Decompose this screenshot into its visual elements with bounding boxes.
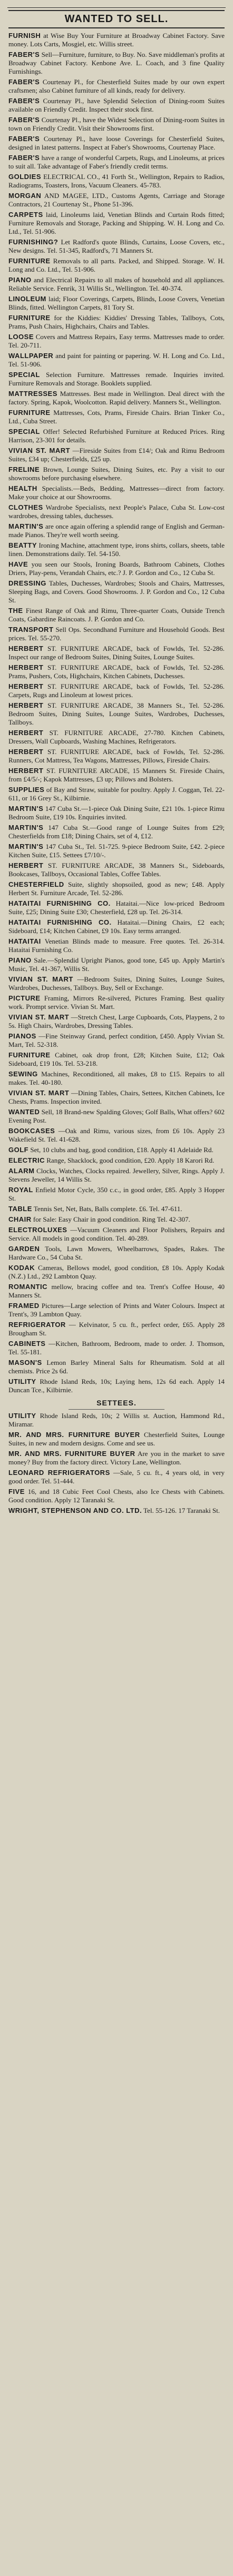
settee-ad-list (5, 1412, 228, 1515)
classified-ad (8, 560, 225, 577)
ad-body-text: ST. FURNITURE ARCADE, back of Fowlds, Tel. 52-286. Inspect our range of Bedroom Suites, Dining Suites, Lounge Suites. (8, 645, 225, 661)
classified-ad (8, 1070, 225, 1087)
ad-body-text: ST. FURNITURE ARCADE, back of Fowlds, Tel. 52-286. Carpets, Rugs and Linoleum at lowest prices. (8, 682, 225, 699)
ad-body-text: Hataitai.—Nice low-priced Bedroom Suite, £25; Dining Suite £30; Chesterfield, £28 up. Tel. 26-314. (8, 899, 225, 916)
classified-ad (8, 1264, 225, 1281)
ad-body-text: Rhode Island Reds, 10s; Laying hens, 12s 6d each. Apply 14 Duncan Tce., Kilbirnie. (8, 1378, 225, 1394)
classified-ad (8, 32, 225, 48)
ad-lead-word: MARTIN'S (8, 824, 44, 831)
ad-body-text: 16, and 18 Cubic Feet Cool Chests, also Ice Chests with Cabinets. Good condition. Apply 12 Taranaki St. (8, 1488, 225, 1504)
ad-lead-word: PICTURE (8, 994, 41, 1002)
ad-lead-word: MORGAN (8, 192, 42, 200)
ad-body-text: 147 Cuba St.—1-piece Oak Dining Suite, £21 10s. 1-piece Rimu Bedroom Suite, £19 10s. Enquiries invited. (8, 805, 225, 821)
ad-lead-word: HERBERT (8, 645, 44, 652)
classified-ad (8, 937, 225, 954)
ad-lead-word: MARTIN'S (8, 805, 44, 813)
ad-body-text: Finest Range of Oak and Rimu, Three-quarter Coats, Outside Trench Coats, Gabardine Raincoats. J. P. Gordon and Co. (8, 607, 225, 623)
ad-lead-word: FABER'S (8, 97, 40, 105)
ad-lead-word: HERBERT (8, 682, 44, 690)
ad-lead-word: TRANSPORT (8, 626, 54, 633)
ad-body-text: —Stretch Chest, Large Cupboards, Cots, Playpens, 2 to 5s. High Chairs, Wardrobes, Dressing Tables. (8, 1013, 225, 1029)
ad-body-text: Range, Shacklock, good condition, £20. Apply 18 Karori Rd. (46, 1156, 215, 1164)
ad-body-text: and Electrical Repairs to all makes of household and all appliances. Reliable Service. Fenrik, 31 Willis St., Wellington. Tel. 40-374. (8, 276, 225, 292)
ad-body-text: Cabinet, oak drop front, £28; Kitchen Suite, £12; Oak Sideboard, £19 10s. Tel. 53-218. (8, 1051, 225, 1067)
classified-ad (8, 1340, 225, 1356)
ad-body-text: Sale.—Splendid Upright Pianos, good tone, £45 up. Apply Martin's Music, Tel. 41-367, Willis St. (8, 956, 225, 973)
classified-ad (8, 1507, 225, 1515)
ad-lead-word: MARTIN'S (8, 843, 44, 850)
classified-ad (8, 994, 225, 1011)
classified-ad (8, 918, 225, 935)
ad-body-text: Sell, 18 Brand-new Spalding Gloves; Golf Balls, What offers? 602 Evening Post. (8, 1108, 225, 1124)
classified-ad (8, 192, 225, 209)
ad-lead-word: REFRIGERATOR (8, 1321, 66, 1329)
ad-body-text: Chesterfield Suites, Lounge Suites, in new and modern designs. Come and see us. (8, 1431, 225, 1447)
ad-body-text: Courtenay Pl., have loose Coverings for Chesterfield Suites, designed in latest patterns. Inspect at Faber's Showrooms, Courtenay Place. (8, 135, 225, 151)
classified-ad (8, 701, 225, 727)
ad-lead-word: HERBERT (8, 767, 44, 775)
ad-lead-word: GARDEN (8, 1245, 40, 1253)
ad-body-text: Hataitai.—Dining Chairs, £2 each; Sideboard, £14; Kitchen Cabinet, £9 10s. Easy terms arranged. (8, 918, 225, 935)
classified-ad (8, 503, 225, 520)
ad-lead-word: TABLE (8, 1205, 32, 1213)
classified-ad (8, 682, 225, 699)
ad-lead-word: SPECIAL (8, 428, 40, 435)
ad-body-text: Tel. 55-126. 17 Taranaki St. (143, 1507, 220, 1514)
classified-ad (8, 1108, 225, 1125)
ad-body-text: ST. FURNITURE ARCADE, 38 Manners St., Tel. 52-286. Bedroom Suites, Dining Suites, Lounge Suites, Wardrobes, Duchesses, Tallboys. (8, 701, 225, 726)
classified-ad (8, 116, 225, 133)
ad-lead-word: LINOLEUM (8, 295, 46, 303)
ad-lead-word: PIANO (8, 956, 32, 964)
classified-ad (8, 522, 225, 539)
ad-body-text: ELECTRICAL CO., 41 Forth St., Wellington, Repairs to Radios, Radiograms, Toasters, Irons, Vacuum Cleaners. 45-783. (8, 173, 225, 189)
classified-ad (8, 899, 225, 916)
ad-lead-word: PIANO (8, 276, 32, 284)
classified-ad (8, 729, 225, 746)
classified-ad (8, 78, 225, 95)
ad-body-text: AND MAGEE, LTD., Customs Agents, Carriage and Storage Contractors, 21 Courtenay St., Phone 51-396. (8, 192, 225, 208)
classified-ad (8, 211, 225, 236)
classified-ad (8, 465, 225, 482)
classified-ad (8, 805, 225, 821)
ad-lead-word: HERBERT (8, 748, 44, 756)
classified-ad (8, 352, 225, 369)
classified-ad (8, 1283, 225, 1300)
ad-body-text: —Vacuum Cleaners and Floor Polishers, Repairs and Service. All models in good condition. Tel. 40-289. (8, 1226, 225, 1242)
ad-body-text: Specialists.—Beds, Bedding, Mattresses—direct from factory. Make your choice at our Showrooms. (8, 484, 225, 501)
ad-lead-word: FIVE (8, 1488, 25, 1495)
classified-ad (8, 956, 225, 973)
classified-ad (8, 409, 225, 425)
ad-body-text: Clocks, Watches, Clocks repaired. Jewellery, Silver, Rings. Apply J. Stevens Jeweller, 14 Willis St. (8, 1167, 225, 1183)
classified-ad (8, 1215, 225, 1224)
classified-ad (8, 484, 225, 501)
section-rule (69, 1409, 164, 1410)
ad-lead-word: CHESTERFIELD (8, 880, 64, 888)
classified-ad (8, 1156, 225, 1165)
ad-lead-word: SPECIAL (8, 371, 40, 379)
ad-lead-word: HAVE (8, 560, 28, 568)
ad-body-text: Pictures—Large selection of Prints and Water Colours. Inspect at Trent's, 39 Lambton Quay. (8, 1302, 225, 1318)
ad-lead-word: CHAIR (8, 1215, 32, 1223)
ad-body-text: Tennis Set, Net, Bats, Balls complete. £6. Tel. 47-611. (33, 1205, 182, 1213)
ad-lead-word: GOLF (8, 1146, 29, 1154)
ad-lead-word: FRAMED (8, 1302, 40, 1310)
classified-ad (8, 1127, 225, 1144)
ad-body-text: Courtenay Pl., have Splendid Selection of Dining-room Suites available on Friendly Credit. Inspect their stock first. (8, 97, 225, 113)
ad-body-text: Brown, Lounge Suites, Dining Suites, etc. Pay a visit to our showrooms before purchasing elsewhere. (8, 465, 225, 482)
ad-body-text: —Bedroom Suites, Dining Suites, Lounge Suites, Wardrobes, Duchesses, Tallboys. Buy, Sell or Exchange. (8, 975, 225, 992)
ad-lead-word: ELECTROLUXES (8, 1226, 67, 1234)
ad-body-text: Ironing Machine, attachment type, irons shirts, collars, sheets, table linen. Demonstrations daily. Tel. 54-150. (8, 541, 225, 558)
ad-body-text: ST. FURNITURE ARCADE, back of Fowlds, Tel. 52-286. Runners, Cot Mattress, Tea Wagons, Mattresses, Pillows, Fireside Chairs. (8, 748, 225, 764)
ad-lead-word: FURNITURE (8, 1051, 51, 1059)
classified-ad (8, 1302, 225, 1319)
classified-ad (8, 135, 225, 152)
classified-ad (8, 748, 225, 765)
classified-ad (8, 1488, 225, 1504)
classified-ad (8, 238, 225, 255)
ad-lead-word: HERBERT (8, 861, 44, 869)
ad-body-text: Sell Ops. Secondhand Furniture and Household Goods. Best prices. Tel. 55-270. (8, 626, 225, 642)
classified-ad (8, 276, 225, 293)
ad-body-text: for the Kiddies: Kiddies' Dressing Tables, Tallboys, Cots, Prams, Push Chairs, Highchairs, Chairs and Tables. (8, 314, 225, 330)
ad-body-text: ST. FURNITURE ARCADE, back of Fowlds, Tel. 52-286. Prams, Pushers, Cots, Highchairs, Kitchen Cabinets, Duchesses. (8, 663, 225, 680)
ad-body-text: for Sale: Easy Chair in good condition. Ring Tel. 42-307. (33, 1215, 190, 1223)
ad-lead-word: PIANOS (8, 1032, 36, 1040)
ad-lead-word: UTILITY (8, 1378, 36, 1385)
ad-lead-word: MR. AND MRS. FURNITURE BUYER (8, 1450, 135, 1458)
classified-ad (8, 1032, 225, 1049)
ad-lead-word: FABER'S (8, 116, 40, 124)
classified-ad (8, 1205, 225, 1213)
classified-ad (8, 1089, 225, 1106)
ad-body-text: Lemon Barley Mineral Salts for Rheumatism. Sold at all chemists. Price 2s 6d. (8, 1359, 225, 1375)
ad-body-text: mellow, bracing coffee and tea. Trent's Coffee House, 40 Manners St. (8, 1283, 225, 1299)
ad-lead-word: ALARM (8, 1167, 35, 1175)
classified-ad (8, 333, 225, 350)
ad-lead-word: ELECTRIC (8, 1156, 45, 1164)
classified-ad (8, 1013, 225, 1030)
ad-lead-word: FABER'S (8, 78, 40, 86)
classified-ad (8, 880, 225, 897)
ad-body-text: Covers and Mattress Repairs, Easy terms. Mattresses made to order. Tel. 20-711. (8, 333, 225, 349)
ad-lead-word: GOLDIES (8, 173, 42, 181)
column-heading: WANTED TO SELL. (8, 10, 225, 28)
ad-body-text: Mattresses, Cots, Prams, Fireside Chairs. Brian Tinker Co., Ltd., Cuba Street. (8, 409, 225, 425)
classified-ad (8, 1226, 225, 1243)
classified-ad (8, 1186, 225, 1203)
ad-body-text: Mattresses. Best made in Wellington. Deal direct with the factory. Spring, Kapok, Woolcotton. Rapid delivery. Manners St., Wellington. (8, 390, 225, 406)
ad-body-text: —Fine Steinway Grand, perfect condition, £450. Apply Vivian St. Mart, Tel. 52-318. (8, 1032, 225, 1048)
ad-body-text: Machines, Reconditioned, all makes, £8 to £15. Repairs to all makes. Tel. 40-180. (8, 1070, 225, 1086)
ad-lead-word: LOOSE (8, 333, 34, 341)
classified-ad (8, 97, 225, 114)
ad-body-text: Tools, Lawn Mowers, Wheelbarrows, Spades, Rakes. The Hardware Co., 54 Cuba St. (8, 1245, 225, 1261)
classified-ad (8, 154, 225, 171)
classified-ad (8, 1450, 225, 1467)
ad-body-text: Selection Furniture. Mattresses remade. Inquiries invited. Furniture Removals and Storage. Booklets supplied. (8, 371, 225, 387)
ad-body-text: —Oak and Rimu, various sizes, from £6 10s. Apply 23 Wakefield St. Tel. 41-628. (8, 1127, 225, 1143)
ad-body-text: 147 Cuba St., Tel. 51-725. 9-piece Bedroom Suite, £42. 2-piece Kitchen Suite, £15. Settees £7/10/-. (8, 843, 225, 859)
ad-lead-word: MARTIN'S (8, 522, 44, 530)
ad-lead-word: HERBERT (8, 701, 44, 709)
classified-ad (8, 786, 225, 802)
ad-lead-word: VIVIAN ST. MART (8, 975, 73, 983)
ad-list (5, 32, 228, 1394)
ad-body-text: 147 Cuba St.—Good range of Lounge Suites from £29; Chesterfields from £18; Dining Chairs, set of 4, £12. (8, 824, 225, 840)
ad-lead-word: SEWING (8, 1070, 38, 1078)
ad-body-text: Courtenay Pl., have the Widest Selection of Dining-room Suites in town on Friendly Credit. Visit their Showrooms first. (8, 116, 225, 132)
classified-ad (8, 1167, 225, 1184)
classified-ad (8, 663, 225, 680)
classified-ad (8, 843, 225, 859)
classified-ad (8, 975, 225, 992)
classified-ad (8, 861, 225, 878)
ad-body-text: laid; Floor Coverings, Carpets, Blinds, Loose Covers, Venetian Blinds, fitted. Wellington Carpets, 81 Tory St. (8, 295, 225, 311)
ad-body-text: Tables, Duchesses, Wardrobes; Stools and Chairs, Mattresses, Sleeping Bags, and Covers. Good Showrooms. J. P. Gordon and Co., 12 Cuba St. (8, 579, 225, 604)
classified-ad (8, 173, 225, 190)
ad-lead-word: VIVIAN ST. MART (8, 1013, 70, 1021)
classified-ad (8, 1359, 225, 1375)
classified-ad (8, 390, 225, 407)
ad-lead-word: FRELINE (8, 465, 40, 473)
ad-lead-word: HATAITAI FURNISHING CO. (8, 918, 112, 926)
classified-ad (8, 314, 225, 331)
classified-ad (8, 257, 225, 274)
classified-ad (8, 1378, 225, 1394)
ad-lead-word: DRESSING (8, 579, 46, 587)
ad-body-text: Suite, slightly shopsoiled, good as new; £48. Apply Herbert St. Furniture Arcade, Tel. 52-286. (8, 880, 225, 897)
classified-ad (8, 371, 225, 388)
ad-body-text: at Wise Buy Your Furniture at Broadway Cabinet Factory. Save money. Lots Carts, Mosgiel, etc. Willis street. (8, 32, 225, 48)
settees-section-heading: SETTEES. (96, 1399, 137, 1407)
ad-body-text: — Kelvinator, 5 cu. ft., perfect order, £65. Apply 28 Brougham St. (8, 1321, 225, 1337)
ad-lead-word: WRIGHT, STEPHENSON AND CO. LTD. (8, 1507, 142, 1514)
ad-lead-word: HERBERT (8, 729, 44, 737)
ad-lead-word: UTILITY (8, 1412, 36, 1420)
ad-lead-word: CABINETS (8, 1340, 46, 1348)
ad-lead-word: LEONARD REFRIGERATORS (8, 1469, 110, 1477)
ad-body-text: have a range of wonderful Carpets, Rugs, and Linoleums, at prices to suit all. Take advantage of Faber's friendly credit terms. (8, 154, 225, 170)
ad-body-text: Courtenay Pl., for Chesterfield Suites made by our own expert craftsmen; also Cabinet furniture of all kinds, ready for delivery. (8, 78, 225, 94)
classified-ad (8, 824, 225, 840)
classified-ad (8, 767, 225, 784)
ad-lead-word: FABER'S (8, 154, 40, 162)
ad-lead-word: HERBERT (8, 663, 44, 671)
ad-lead-word: HATAITAI (8, 937, 41, 945)
ad-body-text: are once again offering a splendid range of English and German-made Pianos. They're well worth seeing. (8, 522, 225, 539)
classified-ad (8, 645, 225, 661)
ad-lead-word: BOOKCASES (8, 1127, 55, 1135)
ad-lead-word: ROYAL (8, 1186, 33, 1194)
classified-ad (8, 607, 225, 623)
classified-ad (8, 295, 225, 312)
ad-lead-word: MR. AND MRS. FURNITURE BUYER (8, 1431, 140, 1439)
ad-body-text: of Bay and Straw, suitable for poultry. Apply J. Coggan, Tel. 22-611, or 16 Grey St., Kilbirnie. (8, 786, 225, 802)
ad-body-text: Sell—Furniture, furniture, to Buy. No. Save middleman's profits at Broadway Cabinet Factory. Kenbone Ave. L. Coach, and 3 fine Quality Furnishings. (8, 51, 225, 75)
classified-ad (8, 541, 225, 558)
ad-lead-word: CLOTHES (8, 503, 43, 511)
ad-body-text: Set, 10 clubs and bag, good condition, £18. Apply 41 Adelaide Rd. (30, 1146, 213, 1154)
ad-lead-word: FURNITURE (8, 409, 51, 417)
ad-lead-word: FABER'S (8, 51, 40, 58)
ad-lead-word: CARPETS (8, 211, 43, 219)
ad-body-text: ST. FURNITURE ARCADE, 15 Manners St. Fireside Chairs, from £4/5/-; Kapok Mattresses, £3 up; Pillows and Bolsters. (8, 767, 225, 783)
classified-ad (8, 447, 225, 463)
ad-body-text: —Fireside Suites from £14/; Oak and Rimu Bedroom Suites, £34 up; Chesterfields, £25 up. (8, 447, 225, 463)
classified-ad (8, 1245, 225, 1262)
ad-lead-word: FURNITURE (8, 257, 51, 265)
ad-lead-word: WANTED (8, 1108, 40, 1116)
ad-lead-word: HEALTH (8, 484, 37, 492)
ad-lead-word: ROMANTIC (8, 1283, 48, 1291)
classified-ad (8, 1146, 225, 1154)
ad-lead-word: FURNITURE (8, 314, 51, 322)
ad-body-text: —Kitchen, Bathroom, Bedroom, made to order. J. Thomson, Tel. 55-181. (8, 1340, 225, 1356)
ad-lead-word: VIVIAN ST. MART (8, 447, 71, 454)
classified-ad (8, 1412, 225, 1429)
ad-body-text: Removals to all parts. Packed, and Shipped. Storage. W. H. Long and Co. Ltd., Tel. 51-906. (8, 257, 225, 273)
classified-ad (8, 626, 225, 642)
ad-lead-word: FURNISHING? (8, 238, 59, 246)
ad-body-text: Are you in the market to save money? Buy from the factory direct. Victory Lane, Wellington. (8, 1450, 225, 1466)
ad-body-text: Rhode Island Reds, 10s; 2 Willis st. Auction, Hammond Rd., Miramar. (8, 1412, 225, 1428)
classified-ad (8, 579, 225, 605)
ad-lead-word: BEATTY (8, 541, 37, 549)
classified-ad (8, 1051, 225, 1068)
top-rule (7, 7, 226, 8)
ad-lead-word: HATAITAI FURNISHING CO. (8, 899, 111, 907)
ad-lead-word: WALLPAPER (8, 352, 54, 360)
ad-body-text: laid, Linoleums laid, Venetian Blinds and Curtain Rods fitted; Furniture Removals and Storage, Packing and Shipping. W. H. Long and Co. Ltd., Tel. 51-906. (8, 211, 225, 235)
ad-lead-word: SUPPLIES (8, 786, 45, 794)
ad-body-text: Enfield Motor Cycle, 350 c.c., in good order, £85. Apply 3 Hopper St. (8, 1186, 225, 1202)
ad-body-text: Let Radford's quote Blinds, Curtains, Loose Covers, etc., New designs. Tel. 51-345, Radford's, 71 Manners St. (8, 238, 225, 254)
ad-body-text: —Sale, 5 cu. ft., 4 years old, in very good order. Tel. 51-444. (8, 1469, 225, 1485)
ad-body-text: —Dining Tables, Chairs, Settees, Kitchen Cabinets, Ice Chests, Prams. Inspection invited. (8, 1089, 225, 1105)
ad-body-text: you seen our Stools, Ironing Boards, Bathroom Cabinets, Clothes Driers, Play-pens, Verandah Chairs, etc.? J. P. Gordon and Co., 12 Cuba St. (8, 560, 225, 577)
ad-lead-word: FABER'S (8, 135, 40, 143)
ad-body-text: Cameras, Bellows model, good condition, £8 10s. Apply Kodak (N.Z.) Ltd., 292 Lambton Quay. (8, 1264, 225, 1280)
classified-ad (8, 428, 225, 444)
ad-body-text: Framing, Mirrors Re-silvered, Pictures Framing. Best quality work. Prompt service. Vivian St. Mart. (8, 994, 225, 1010)
ad-body-text: and paint for painting or papering. W. H. Long and Co. Ltd., Tel. 51-906. (8, 352, 225, 368)
classified-ad (8, 1321, 225, 1337)
ad-body-text: Wardrobe Specialists, next People's Palace, Cuba St. Low-cost wardrobes, dressing tables, duchesses. (8, 503, 225, 520)
ad-body-text: ST. FURNITURE ARCADE, 27-780. Kitchen Cabinets, Dressers, Wall Cupboards, Washing Machines, Refrigerators. (8, 729, 225, 745)
ad-lead-word: THE (8, 607, 23, 615)
ad-body-text: ST. FURNITURE ARCADE, 38 Manners St., Sideboards, Bookcases, Tallboys, Occasional Tables, Coffee Tables. (8, 861, 225, 878)
classified-ad (8, 1469, 225, 1485)
classified-ad (8, 1431, 225, 1448)
ad-lead-word: FURNISH (8, 32, 41, 39)
ad-body-text: Offer! Selected Refurbished Furniture at Reduced Prices. Ring Harrison, 23-301 for details. (8, 428, 225, 444)
ad-body-text: Venetian Blinds made to measure. Free quotes. Tel. 26-314. Hataitai Furnishing Co. (8, 937, 225, 954)
ad-lead-word: KODAK (8, 1264, 35, 1272)
ad-lead-word: MATTRESSES (8, 390, 57, 398)
ad-lead-word: VIVIAN ST. MART (8, 1089, 70, 1097)
classified-ad (8, 51, 225, 76)
ad-lead-word: MASON'S (8, 1359, 42, 1366)
